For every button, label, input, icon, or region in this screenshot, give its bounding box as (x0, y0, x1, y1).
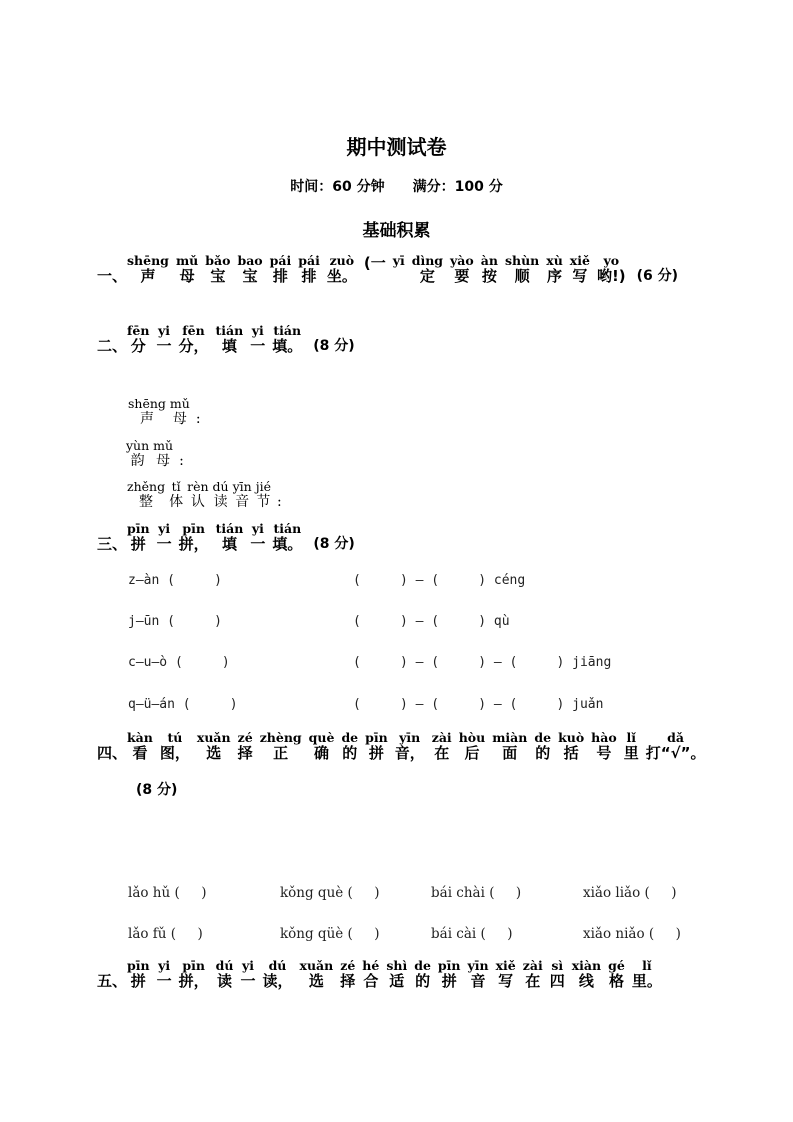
pinyin: mǔ (153, 438, 174, 453)
pinyin-character (492, 731, 527, 762)
pinyin-text (127, 254, 633, 285)
hanzi: 选 (206, 744, 222, 762)
pinyin: dìng (411, 253, 444, 268)
hanzi: 拼 (441, 972, 457, 990)
pinyin: yi (158, 958, 171, 973)
pinyin: tú (167, 730, 183, 745)
exam-meta (0, 176, 793, 196)
pinyin: yi (251, 323, 264, 338)
question-score: (8 分) (313, 338, 355, 354)
hanzi: 填。 (272, 535, 303, 553)
pinyin: lǐ (642, 958, 652, 973)
question-score: (6 分) (636, 268, 679, 284)
pinyin: rèn (187, 479, 209, 494)
pinyin: tǐ (171, 479, 181, 494)
pinyin-character (327, 254, 357, 285)
hanzi: 读 (213, 494, 228, 510)
spelling-exercise-left: c—u—ò ( ) (128, 655, 230, 670)
hanzi: 哟!) (596, 267, 626, 285)
pinyin-character (597, 254, 626, 285)
pinyin: yīn (399, 730, 421, 745)
pinyin-character (238, 731, 253, 762)
pinyin: jié (255, 479, 271, 494)
pinyin-character (414, 959, 431, 990)
pinyin: fēn (182, 323, 205, 338)
pinyin: kuò (558, 730, 585, 745)
pinyin-character (341, 731, 358, 762)
pinyin: zuò (329, 253, 355, 268)
colon: : (195, 411, 201, 427)
hanzi: 宝 (210, 267, 226, 285)
hanzi: 正 (273, 744, 289, 762)
pinyin: miàn (492, 730, 528, 745)
pinyin-character (233, 480, 252, 511)
hanzi: 一 (250, 337, 266, 355)
hanzi: 拼， (178, 535, 209, 553)
pinyin-character (300, 959, 334, 990)
pinyin: bao (237, 253, 263, 268)
pinyin-character (250, 324, 265, 355)
hanzi: 坐。 (326, 267, 357, 285)
colon: : (179, 453, 184, 469)
spelling-exercise-left: j—ūn ( ) (128, 614, 222, 629)
spelling-exercise-right: ( ) — ( ) céng (353, 573, 526, 588)
pinyin: pīn (365, 730, 388, 745)
pinyin-character (215, 324, 243, 355)
pinyin-character (309, 731, 335, 762)
hanzi: 母 (179, 267, 195, 285)
hanzi: 拼 (130, 535, 146, 553)
hanzi: 拼 (368, 744, 384, 762)
pinyin: tián (215, 521, 244, 536)
pinyin: zài (522, 958, 543, 973)
exam-time: 时间：60 分钟 (290, 179, 385, 195)
hanzi: 整 (139, 494, 154, 510)
pinyin: què (308, 730, 335, 745)
pinyin-character (179, 959, 209, 990)
pinyin: fēn (127, 323, 150, 338)
pinyin: pīn (182, 958, 205, 973)
pinyin-character (412, 254, 443, 285)
spelling-exercise-left: q—ü—án ( ) (128, 697, 238, 712)
pinyin-character (432, 731, 452, 762)
pinyin-character (534, 731, 551, 762)
pinyin: pái (269, 253, 292, 268)
pinyin-character (157, 522, 172, 553)
pinyin: pīn (182, 521, 205, 536)
hanzi: 分 (130, 337, 146, 355)
pinyin-character (550, 959, 565, 990)
pinyin-character (256, 480, 271, 511)
pinyin-character (127, 324, 149, 355)
pinyin-text (127, 522, 309, 553)
hanzi: 按 (481, 267, 497, 285)
spelling-exercise-right: ( ) — ( ) — ( ) juǎn (353, 697, 604, 712)
pinyin: de (534, 730, 552, 745)
question-number: 一、 (97, 267, 128, 285)
pinyin-character (176, 254, 198, 285)
pinyin: bǎo (205, 253, 231, 268)
pinyin: zé (237, 730, 253, 745)
pinyin: kàn (127, 730, 153, 745)
pinyin-character (270, 254, 292, 285)
pinyin: xuǎn (196, 730, 231, 745)
pinyin: tián (273, 521, 302, 536)
pinyin: yùn (126, 438, 150, 453)
hanzi: 面 (502, 744, 518, 762)
pinyin: zhěng (127, 479, 166, 494)
pinyin-character (205, 254, 230, 285)
shengmu-label (128, 397, 201, 428)
pinyin-character (127, 959, 150, 990)
pinyin-character (364, 254, 386, 285)
pinyin: dǎ (667, 730, 684, 745)
pinyin: dú (215, 958, 234, 973)
pinyin: lǐ (626, 730, 636, 745)
hanzi: 声 (139, 411, 154, 427)
pinyin: de (341, 730, 359, 745)
hanzi: 宝 (242, 267, 258, 285)
colon: : (277, 494, 282, 510)
pinyin-character (632, 959, 662, 990)
pinyin: yi (157, 323, 170, 338)
pinyin-character (127, 254, 169, 285)
pinyin-character (298, 254, 320, 285)
pinyin-character (591, 731, 617, 762)
choice-item: lǎo hǔ ( ) (128, 885, 207, 901)
page-title: 期中测试卷 (346, 135, 447, 159)
hanzi: 拼 (130, 972, 146, 990)
hanzi: 定 (419, 267, 435, 285)
pinyin-character (646, 731, 706, 762)
pinyin-character (624, 731, 639, 762)
pinyin: dú (268, 958, 287, 973)
hanzi: 母 (156, 453, 171, 469)
pinyin-character (262, 959, 292, 990)
hanzi: 音， (394, 744, 425, 762)
hanzi: 填 (221, 535, 237, 553)
pinyin-character (570, 254, 590, 285)
hanzi: 顺 (514, 267, 530, 285)
pinyin: xuǎn (299, 958, 334, 973)
pinyin: yi (251, 521, 264, 536)
pinyin-character (187, 480, 208, 511)
pinyin: dú (212, 479, 229, 494)
hanzi: 写 (572, 267, 588, 285)
hanzi: 里 (623, 744, 639, 762)
choice-item: bái cài ( ) (431, 926, 513, 942)
hanzi: 一 (156, 535, 172, 553)
pinyin-character (216, 522, 244, 553)
pinyin: zhèng (259, 730, 302, 745)
hanzi: 音 (470, 972, 486, 990)
pinyin-character (365, 731, 388, 762)
pinyin-character (156, 324, 171, 355)
choice-item: lǎo fǔ ( ) (128, 926, 203, 942)
hanzi: 填 (221, 337, 237, 355)
hanzi: 择 (237, 744, 253, 762)
hanzi: 在 (525, 972, 541, 990)
pinyin-character (127, 480, 165, 511)
pinyin: mǔ (169, 396, 190, 411)
question-2-heading (97, 324, 355, 355)
hanzi: 一 (156, 337, 172, 355)
pinyin: shì (386, 958, 408, 973)
hanzi: 择 (340, 972, 356, 990)
pinyin: hào (591, 730, 617, 745)
exam-score: 满分：100 分 (412, 179, 503, 195)
hanzi: 声 (140, 267, 156, 285)
pinyin-character (170, 397, 190, 428)
pinyin-character (179, 522, 209, 553)
zhengti-label (127, 480, 282, 511)
question-5-heading (97, 959, 669, 990)
hanzi: 四 (549, 972, 565, 990)
hanzi: 在 (434, 744, 450, 762)
hanzi: 一 (250, 535, 266, 553)
pinyin: hé (362, 958, 380, 973)
hanzi: 里。 (631, 972, 662, 990)
hanzi: 打“√”。 (645, 744, 706, 762)
choice-item: kǒng què ( ) (280, 885, 380, 901)
pinyin: yīn (467, 958, 489, 973)
hanzi: 合 (363, 972, 379, 990)
pinyin-character (260, 731, 302, 762)
pinyin-text (127, 731, 712, 762)
pinyin-character (213, 480, 229, 511)
pinyin-character (450, 254, 474, 285)
pinyin-character (127, 731, 153, 762)
pinyin: pīn (127, 958, 150, 973)
choice-item: xiǎo liǎo ( ) (583, 885, 677, 901)
section-title: 基础积累 (362, 221, 431, 241)
pinyin: yào (450, 253, 474, 268)
pinyin-character (438, 959, 461, 990)
pinyin: yi (241, 958, 254, 973)
hanzi: 括 (563, 744, 579, 762)
hanzi: 排 (301, 267, 317, 285)
hanzi: 号 (596, 744, 612, 762)
question-3-heading (97, 522, 355, 553)
hanzi: 线 (578, 972, 594, 990)
pinyin-character (127, 522, 150, 553)
pinyin-character (272, 324, 302, 355)
hanzi: 读 (217, 972, 233, 990)
pinyin-character (250, 522, 265, 553)
hanzi: 的 (415, 972, 431, 990)
question-number: 三、 (97, 535, 128, 553)
pinyin: shēng (128, 396, 166, 411)
pinyin: zé (340, 958, 356, 973)
pinyin: yo (603, 253, 620, 268)
pinyin-character (459, 731, 486, 762)
question-4-heading (97, 731, 712, 762)
pinyin-character (505, 254, 539, 285)
hanzi: 体 (169, 494, 184, 510)
hanzi: 看 (132, 744, 148, 762)
hanzi: 分， (178, 337, 209, 355)
pinyin: sì (551, 958, 564, 973)
question-number: 二、 (97, 337, 128, 355)
pinyin: xiàn (571, 958, 602, 973)
pinyin: pīn (127, 521, 150, 536)
hanzi: 后 (464, 744, 480, 762)
pinyin: yīn (232, 479, 252, 494)
question-score: (8 分) (313, 536, 355, 552)
hanzi: (一 (363, 254, 386, 272)
hanzi: 图， (159, 744, 190, 762)
pinyin: tián (215, 323, 244, 338)
pinyin: mǔ (175, 253, 199, 268)
hanzi: 选 (308, 972, 324, 990)
pinyin-character (468, 959, 489, 990)
hanzi: 读， (262, 972, 293, 990)
pinyin: tián (273, 323, 302, 338)
question-number: 四、 (97, 744, 128, 762)
pinyin-character (608, 959, 625, 990)
hanzi: 韵 (130, 453, 145, 469)
hanzi: 确 (314, 744, 330, 762)
pinyin-character (340, 959, 355, 990)
pinyin: gé (608, 958, 625, 973)
hanzi: 要 (454, 267, 470, 285)
spelling-exercise-right: ( ) — ( ) qù (353, 614, 510, 629)
pinyin-character (240, 959, 255, 990)
hanzi: 的 (535, 744, 551, 762)
hanzi: 音 (235, 494, 250, 510)
hanzi: 一 (240, 972, 256, 990)
pinyin: xiě (569, 253, 590, 268)
choice-item: xiǎo niǎo ( ) (583, 926, 681, 942)
pinyin: xù (546, 253, 563, 268)
hanzi: 写 (498, 972, 514, 990)
hanzi: 适 (389, 972, 405, 990)
pinyin-character (128, 397, 166, 428)
pinyin: yī (392, 253, 405, 268)
choice-item: bái chài ( ) (431, 885, 522, 901)
hanzi: 拼， (178, 972, 209, 990)
question-number: 五、 (97, 972, 128, 990)
pinyin: shùn (504, 253, 540, 268)
pinyin-character (386, 959, 407, 990)
hanzi: 节 (256, 494, 271, 510)
pinyin-character (169, 480, 183, 511)
pinyin-character (216, 959, 234, 990)
spelling-exercise-right: ( ) — ( ) — ( ) jiāng (353, 655, 612, 670)
pinyin-text (127, 959, 669, 990)
pinyin-character (157, 959, 172, 990)
pinyin-character (572, 959, 601, 990)
pinyin: yi (158, 521, 171, 536)
spelling-exercise-left: z—àn ( ) (128, 573, 222, 588)
pinyin: xiě (495, 958, 516, 973)
hanzi: 排 (272, 267, 288, 285)
pinyin-character (393, 254, 405, 285)
pinyin-character (126, 439, 149, 470)
yunmu-label (126, 439, 184, 470)
pinyin-character (395, 731, 425, 762)
pinyin-character (153, 439, 173, 470)
pinyin-character (481, 254, 498, 285)
hanzi: 认 (190, 494, 205, 510)
choice-item: kǒng qüè ( ) (280, 926, 380, 942)
pinyin-character (362, 959, 379, 990)
pinyin: de (414, 958, 431, 973)
question-score: (8 分) (136, 782, 178, 798)
question-1-heading (97, 254, 678, 285)
pinyin-text (127, 324, 309, 355)
pinyin: pái (298, 253, 320, 268)
pinyin: pīn (437, 958, 461, 973)
hanzi: 序 (547, 267, 563, 285)
pinyin-character (523, 959, 543, 990)
pinyin-character (160, 731, 190, 762)
hanzi: 填。 (272, 337, 303, 355)
pinyin-character (496, 959, 516, 990)
hanzi: 的 (342, 744, 358, 762)
pinyin: àn (480, 253, 498, 268)
pinyin: zài (431, 730, 452, 745)
pinyin-character (178, 324, 208, 355)
hanzi: 母 (172, 411, 187, 427)
hanzi: 格 (608, 972, 624, 990)
pinyin-character (558, 731, 584, 762)
pinyin-character (272, 522, 302, 553)
pinyin-character (237, 254, 262, 285)
pinyin: shēng (127, 253, 169, 268)
pinyin: hòu (458, 730, 486, 745)
hanzi: 一 (156, 972, 172, 990)
pinyin-character (197, 731, 231, 762)
pinyin-character (546, 254, 563, 285)
